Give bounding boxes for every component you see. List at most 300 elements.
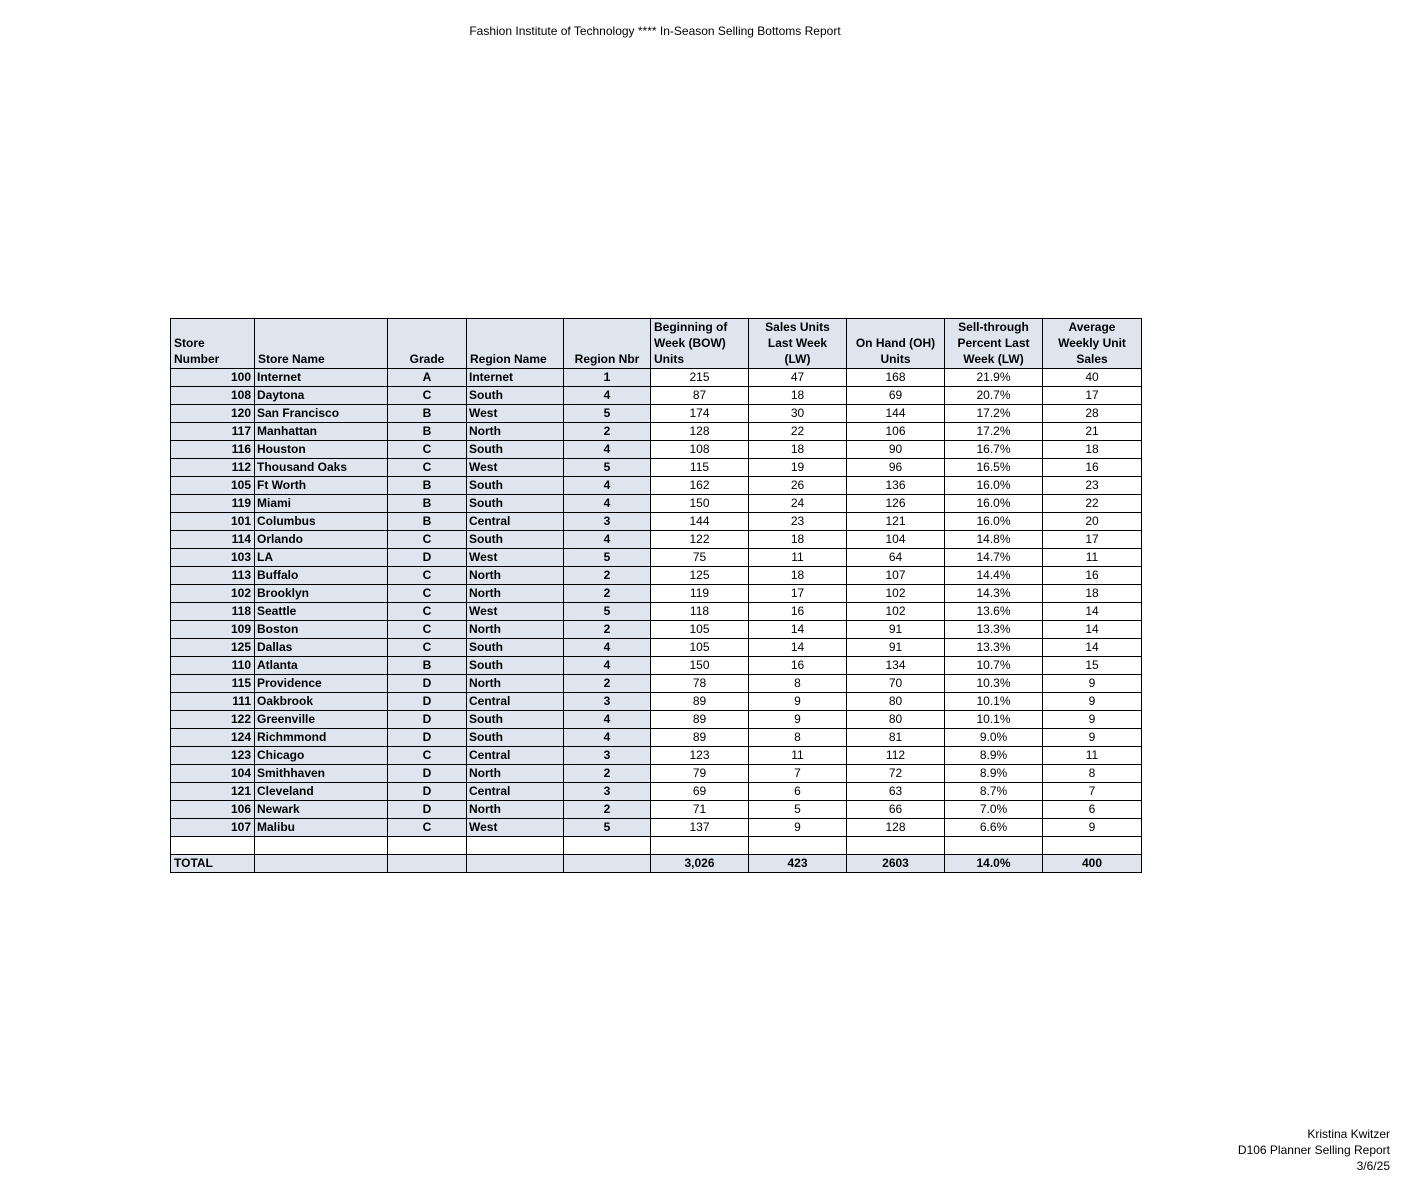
cell-store-number: 108 <box>171 387 255 405</box>
cell-on-hand-units: 64 <box>847 549 945 567</box>
cell-store-number: 102 <box>171 585 255 603</box>
cell-region-name: Central <box>467 693 564 711</box>
cell-sell-through: 13.6% <box>945 603 1043 621</box>
cell-bow-units: 150 <box>651 495 749 513</box>
cell-on-hand-units: 80 <box>847 693 945 711</box>
cell-grade: D <box>388 549 467 567</box>
cell-store-name: Seattle <box>255 603 388 621</box>
table-row <box>171 675 1142 693</box>
cell-store-name: Boston <box>255 621 388 639</box>
cell-store-number: 121 <box>171 783 255 801</box>
col-store-number: Store Number <box>171 319 255 369</box>
cell-store-number: 124 <box>171 729 255 747</box>
cell-bow-units: 87 <box>651 387 749 405</box>
cell-region-name: Central <box>467 513 564 531</box>
cell-region-nbr: 4 <box>564 441 651 459</box>
cell-avg-weekly-sales: 16 <box>1043 459 1142 477</box>
cell-bow-units: 89 <box>651 693 749 711</box>
cell-grade: A <box>388 369 467 387</box>
cell-store-number: 117 <box>171 423 255 441</box>
cell-region-nbr: 1 <box>564 369 651 387</box>
table-row <box>171 639 1142 657</box>
table-row <box>171 567 1142 585</box>
cell-on-hand-units: 121 <box>847 513 945 531</box>
cell-sales-units-lw: 16 <box>749 603 847 621</box>
cell-on-hand-units: 91 <box>847 639 945 657</box>
cell-sell-through: 14.7% <box>945 549 1043 567</box>
cell-region-nbr: 2 <box>564 801 651 819</box>
table-row <box>171 657 1142 675</box>
cell-on-hand-units: 134 <box>847 657 945 675</box>
cell-avg-weekly-sales: 20 <box>1043 513 1142 531</box>
cell-bow-units: 89 <box>651 711 749 729</box>
cell-region-nbr: 2 <box>564 423 651 441</box>
cell-bow-units: 108 <box>651 441 749 459</box>
cell-avg-weekly-sales: 21 <box>1043 423 1142 441</box>
cell-sales-units-lw: 9 <box>749 693 847 711</box>
cell-bow-units: 125 <box>651 567 749 585</box>
cell-bow-units: 69 <box>651 783 749 801</box>
cell-bow-units: 115 <box>651 459 749 477</box>
cell-sell-through: 17.2% <box>945 405 1043 423</box>
cell-region-nbr: 4 <box>564 531 651 549</box>
cell-store-number: 105 <box>171 477 255 495</box>
cell-store-name: Newark <box>255 801 388 819</box>
cell-bow-units: 105 <box>651 621 749 639</box>
cell-bow-units: 215 <box>651 369 749 387</box>
cell-region-name: West <box>467 459 564 477</box>
cell-sell-through: 13.3% <box>945 639 1043 657</box>
cell-grade: C <box>388 603 467 621</box>
table-row <box>171 783 1142 801</box>
cell-sales-units-lw: 17 <box>749 585 847 603</box>
cell-sales-units-lw: 5 <box>749 801 847 819</box>
total-label: TOTAL <box>171 855 255 873</box>
table-row <box>171 459 1142 477</box>
table-row <box>171 747 1142 765</box>
cell-on-hand-units: 70 <box>847 675 945 693</box>
cell-bow-units: 75 <box>651 549 749 567</box>
cell-sales-units-lw: 24 <box>749 495 847 513</box>
cell-store-name: Brooklyn <box>255 585 388 603</box>
total-sell-through: 14.0% <box>945 855 1043 873</box>
cell-sell-through: 8.9% <box>945 747 1043 765</box>
cell-avg-weekly-sales: 6 <box>1043 801 1142 819</box>
cell-grade: C <box>388 819 467 837</box>
cell-store-number: 123 <box>171 747 255 765</box>
table-row <box>171 801 1142 819</box>
cell-on-hand-units: 168 <box>847 369 945 387</box>
col-store-name: Store Name <box>255 319 388 369</box>
cell-region-nbr: 3 <box>564 513 651 531</box>
cell-region-nbr: 2 <box>564 567 651 585</box>
cell-on-hand-units: 106 <box>847 423 945 441</box>
table-row <box>171 369 1142 387</box>
cell-bow-units: 105 <box>651 639 749 657</box>
footer-author: Kristina Kwitzer <box>1307 1127 1390 1141</box>
cell-sell-through: 16.0% <box>945 495 1043 513</box>
cell-avg-weekly-sales: 9 <box>1043 711 1142 729</box>
cell-store-name: Buffalo <box>255 567 388 585</box>
cell-region-nbr: 4 <box>564 477 651 495</box>
cell-on-hand-units: 104 <box>847 531 945 549</box>
table-row <box>171 441 1142 459</box>
cell-sell-through: 17.2% <box>945 423 1043 441</box>
cell-sales-units-lw: 8 <box>749 729 847 747</box>
cell-store-number: 125 <box>171 639 255 657</box>
cell-on-hand-units: 107 <box>847 567 945 585</box>
cell-sell-through: 14.4% <box>945 567 1043 585</box>
cell-sell-through: 13.3% <box>945 621 1043 639</box>
cell-avg-weekly-sales: 14 <box>1043 621 1142 639</box>
footer-date: 3/6/25 <box>1356 1159 1390 1173</box>
cell-avg-weekly-sales: 9 <box>1043 675 1142 693</box>
cell-avg-weekly-sales: 7 <box>1043 783 1142 801</box>
cell-on-hand-units: 136 <box>847 477 945 495</box>
cell-avg-weekly-sales: 16 <box>1043 567 1142 585</box>
cell-sales-units-lw: 7 <box>749 765 847 783</box>
cell-sales-units-lw: 16 <box>749 657 847 675</box>
cell-avg-weekly-sales: 17 <box>1043 387 1142 405</box>
table-row <box>171 765 1142 783</box>
cell-grade: D <box>388 765 467 783</box>
cell-store-name: San Francisco <box>255 405 388 423</box>
cell-sell-through: 8.9% <box>945 765 1043 783</box>
cell-store-name: Chicago <box>255 747 388 765</box>
cell-sell-through: 9.0% <box>945 729 1043 747</box>
cell-bow-units: 118 <box>651 603 749 621</box>
cell-store-number: 103 <box>171 549 255 567</box>
cell-sales-units-lw: 22 <box>749 423 847 441</box>
cell-on-hand-units: 96 <box>847 459 945 477</box>
cell-store-name: Dallas <box>255 639 388 657</box>
cell-store-number: 100 <box>171 369 255 387</box>
cell-grade: D <box>388 729 467 747</box>
cell-store-number: 116 <box>171 441 255 459</box>
cell-store-name: Oakbrook <box>255 693 388 711</box>
cell-avg-weekly-sales: 9 <box>1043 819 1142 837</box>
cell-grade: D <box>388 675 467 693</box>
cell-sell-through: 21.9% <box>945 369 1043 387</box>
table-row <box>171 405 1142 423</box>
cell-store-name: Houston <box>255 441 388 459</box>
cell-sales-units-lw: 19 <box>749 459 847 477</box>
cell-on-hand-units: 128 <box>847 819 945 837</box>
table-row <box>171 693 1142 711</box>
footer-report-name: D106 Planner Selling Report <box>1237 1143 1390 1157</box>
cell-on-hand-units: 144 <box>847 405 945 423</box>
cell-region-name: Internet <box>467 369 564 387</box>
cell-grade: D <box>388 801 467 819</box>
cell-sales-units-lw: 9 <box>749 711 847 729</box>
total-bow: 3,026 <box>651 855 749 873</box>
cell-bow-units: 128 <box>651 423 749 441</box>
cell-region-name: West <box>467 405 564 423</box>
cell-region-name: North <box>467 621 564 639</box>
cell-store-number: 112 <box>171 459 255 477</box>
cell-avg-weekly-sales: 23 <box>1043 477 1142 495</box>
cell-store-number: 119 <box>171 495 255 513</box>
cell-grade: C <box>388 459 467 477</box>
cell-region-nbr: 5 <box>564 819 651 837</box>
table-row <box>171 531 1142 549</box>
table-row <box>171 621 1142 639</box>
cell-region-name: Central <box>467 747 564 765</box>
spacer-row <box>171 837 1142 855</box>
cell-bow-units: 71 <box>651 801 749 819</box>
cell-on-hand-units: 80 <box>847 711 945 729</box>
cell-sell-through: 8.7% <box>945 783 1043 801</box>
cell-bow-units: 174 <box>651 405 749 423</box>
cell-region-nbr: 4 <box>564 387 651 405</box>
cell-sales-units-lw: 18 <box>749 567 847 585</box>
cell-sales-units-lw: 6 <box>749 783 847 801</box>
cell-grade: C <box>388 639 467 657</box>
cell-grade: C <box>388 387 467 405</box>
cell-store-number: 109 <box>171 621 255 639</box>
cell-avg-weekly-sales: 18 <box>1043 441 1142 459</box>
cell-grade: D <box>388 783 467 801</box>
cell-on-hand-units: 63 <box>847 783 945 801</box>
cell-grade: C <box>388 747 467 765</box>
cell-avg-weekly-sales: 14 <box>1043 639 1142 657</box>
cell-sell-through: 16.5% <box>945 459 1043 477</box>
col-sales-units-lw: Sales Units Last Week (LW) <box>749 319 847 369</box>
cell-store-number: 111 <box>171 693 255 711</box>
cell-region-name: South <box>467 639 564 657</box>
cell-region-nbr: 3 <box>564 783 651 801</box>
cell-grade: B <box>388 405 467 423</box>
cell-sales-units-lw: 18 <box>749 441 847 459</box>
table-row <box>171 729 1142 747</box>
cell-store-name: Manhattan <box>255 423 388 441</box>
cell-store-name: LA <box>255 549 388 567</box>
cell-region-name: South <box>467 387 564 405</box>
cell-on-hand-units: 72 <box>847 765 945 783</box>
cell-region-name: South <box>467 729 564 747</box>
cell-on-hand-units: 81 <box>847 729 945 747</box>
cell-grade: B <box>388 477 467 495</box>
cell-sell-through: 10.1% <box>945 693 1043 711</box>
cell-store-name: Malibu <box>255 819 388 837</box>
cell-region-nbr: 2 <box>564 621 651 639</box>
cell-sell-through: 10.1% <box>945 711 1043 729</box>
cell-bow-units: 150 <box>651 657 749 675</box>
cell-on-hand-units: 102 <box>847 585 945 603</box>
cell-avg-weekly-sales: 17 <box>1043 531 1142 549</box>
cell-sell-through: 16.7% <box>945 441 1043 459</box>
cell-region-nbr: 4 <box>564 729 651 747</box>
report-title: Fashion Institute of Technology **** In-Season Selling Bottoms Report <box>469 24 841 38</box>
cell-sell-through: 6.6% <box>945 819 1043 837</box>
cell-avg-weekly-sales: 9 <box>1043 693 1142 711</box>
table-row <box>171 711 1142 729</box>
cell-region-nbr: 2 <box>564 585 651 603</box>
cell-region-nbr: 5 <box>564 459 651 477</box>
cell-grade: C <box>388 441 467 459</box>
cell-store-name: Ft Worth <box>255 477 388 495</box>
cell-avg-weekly-sales: 9 <box>1043 729 1142 747</box>
cell-region-nbr: 3 <box>564 693 651 711</box>
cell-sales-units-lw: 14 <box>749 639 847 657</box>
cell-sell-through: 16.0% <box>945 513 1043 531</box>
cell-avg-weekly-sales: 40 <box>1043 369 1142 387</box>
selling-report-table <box>170 318 1142 873</box>
cell-store-name: Providence <box>255 675 388 693</box>
col-region-name: Region Name <box>467 319 564 369</box>
header-row <box>171 319 1142 369</box>
table-row <box>171 513 1142 531</box>
cell-store-name: Internet <box>255 369 388 387</box>
col-on-hand-units: On Hand (OH) Units <box>847 319 945 369</box>
table-row <box>171 603 1142 621</box>
cell-region-nbr: 3 <box>564 747 651 765</box>
cell-store-name: Smithhaven <box>255 765 388 783</box>
cell-sell-through: 16.0% <box>945 477 1043 495</box>
cell-avg-weekly-sales: 11 <box>1043 549 1142 567</box>
cell-store-name: Columbus <box>255 513 388 531</box>
cell-sell-through: 14.8% <box>945 531 1043 549</box>
cell-sales-units-lw: 9 <box>749 819 847 837</box>
cell-store-number: 104 <box>171 765 255 783</box>
cell-region-nbr: 2 <box>564 765 651 783</box>
total-sales: 423 <box>749 855 847 873</box>
cell-store-number: 106 <box>171 801 255 819</box>
cell-sell-through: 10.7% <box>945 657 1043 675</box>
cell-on-hand-units: 91 <box>847 621 945 639</box>
cell-bow-units: 89 <box>651 729 749 747</box>
cell-region-name: South <box>467 657 564 675</box>
cell-on-hand-units: 66 <box>847 801 945 819</box>
cell-store-name: Richmmond <box>255 729 388 747</box>
cell-store-name: Thousand Oaks <box>255 459 388 477</box>
cell-store-name: Greenville <box>255 711 388 729</box>
cell-store-number: 101 <box>171 513 255 531</box>
cell-sales-units-lw: 26 <box>749 477 847 495</box>
cell-sell-through: 14.3% <box>945 585 1043 603</box>
cell-avg-weekly-sales: 14 <box>1043 603 1142 621</box>
cell-grade: B <box>388 657 467 675</box>
table-row <box>171 819 1142 837</box>
cell-bow-units: 123 <box>651 747 749 765</box>
cell-avg-weekly-sales: 8 <box>1043 765 1142 783</box>
cell-store-name: Atlanta <box>255 657 388 675</box>
cell-region-nbr: 4 <box>564 495 651 513</box>
cell-store-number: 107 <box>171 819 255 837</box>
table-row <box>171 423 1142 441</box>
cell-region-nbr: 5 <box>564 603 651 621</box>
cell-store-number: 114 <box>171 531 255 549</box>
cell-store-number: 115 <box>171 675 255 693</box>
cell-sales-units-lw: 30 <box>749 405 847 423</box>
cell-store-name: Cleveland <box>255 783 388 801</box>
cell-region-nbr: 5 <box>564 405 651 423</box>
cell-sales-units-lw: 11 <box>749 549 847 567</box>
cell-on-hand-units: 112 <box>847 747 945 765</box>
cell-region-name: North <box>467 423 564 441</box>
col-sell-through: Sell-through Percent Last Week (LW) <box>945 319 1043 369</box>
cell-bow-units: 79 <box>651 765 749 783</box>
cell-region-nbr: 4 <box>564 657 651 675</box>
table-row <box>171 495 1142 513</box>
cell-on-hand-units: 102 <box>847 603 945 621</box>
cell-sales-units-lw: 14 <box>749 621 847 639</box>
cell-grade: C <box>388 621 467 639</box>
cell-sell-through: 7.0% <box>945 801 1043 819</box>
cell-sales-units-lw: 18 <box>749 387 847 405</box>
cell-grade: B <box>388 495 467 513</box>
cell-bow-units: 122 <box>651 531 749 549</box>
cell-region-nbr: 4 <box>564 639 651 657</box>
cell-region-nbr: 4 <box>564 711 651 729</box>
cell-bow-units: 137 <box>651 819 749 837</box>
cell-sales-units-lw: 11 <box>749 747 847 765</box>
cell-region-name: South <box>467 441 564 459</box>
cell-store-number: 118 <box>171 603 255 621</box>
total-avg-weekly: 400 <box>1043 855 1142 873</box>
cell-region-name: North <box>467 585 564 603</box>
cell-region-name: West <box>467 549 564 567</box>
cell-sell-through: 20.7% <box>945 387 1043 405</box>
cell-avg-weekly-sales: 28 <box>1043 405 1142 423</box>
cell-sell-through: 10.3% <box>945 675 1043 693</box>
col-bow-units: Beginning of Week (BOW) Units <box>651 319 749 369</box>
cell-grade: C <box>388 585 467 603</box>
cell-region-name: South <box>467 495 564 513</box>
cell-region-name: Central <box>467 783 564 801</box>
cell-grade: C <box>388 531 467 549</box>
col-avg-weekly-sales: Average Weekly Unit Sales <box>1043 319 1142 369</box>
cell-store-name: Daytona <box>255 387 388 405</box>
cell-region-name: North <box>467 801 564 819</box>
cell-avg-weekly-sales: 11 <box>1043 747 1142 765</box>
cell-bow-units: 78 <box>651 675 749 693</box>
cell-store-number: 110 <box>171 657 255 675</box>
report-footer <box>1238 1126 1390 1174</box>
cell-region-name: South <box>467 711 564 729</box>
cell-grade: B <box>388 423 467 441</box>
col-grade: Grade <box>388 319 467 369</box>
cell-avg-weekly-sales: 18 <box>1043 585 1142 603</box>
cell-sales-units-lw: 47 <box>749 369 847 387</box>
total-row <box>171 855 1142 873</box>
cell-grade: C <box>388 567 467 585</box>
cell-on-hand-units: 69 <box>847 387 945 405</box>
cell-on-hand-units: 126 <box>847 495 945 513</box>
cell-region-name: North <box>467 765 564 783</box>
cell-region-nbr: 2 <box>564 675 651 693</box>
cell-region-name: West <box>467 819 564 837</box>
cell-grade: B <box>388 513 467 531</box>
cell-sales-units-lw: 8 <box>749 675 847 693</box>
cell-avg-weekly-sales: 15 <box>1043 657 1142 675</box>
cell-sales-units-lw: 23 <box>749 513 847 531</box>
cell-grade: D <box>388 693 467 711</box>
cell-bow-units: 162 <box>651 477 749 495</box>
cell-region-nbr: 5 <box>564 549 651 567</box>
cell-store-number: 120 <box>171 405 255 423</box>
table-row <box>171 585 1142 603</box>
cell-avg-weekly-sales: 22 <box>1043 495 1142 513</box>
cell-bow-units: 119 <box>651 585 749 603</box>
cell-region-name: North <box>467 675 564 693</box>
col-region-nbr: Region Nbr <box>564 319 651 369</box>
cell-region-name: West <box>467 603 564 621</box>
cell-store-name: Orlando <box>255 531 388 549</box>
cell-store-name: Miami <box>255 495 388 513</box>
cell-grade: D <box>388 711 467 729</box>
cell-region-name: South <box>467 531 564 549</box>
